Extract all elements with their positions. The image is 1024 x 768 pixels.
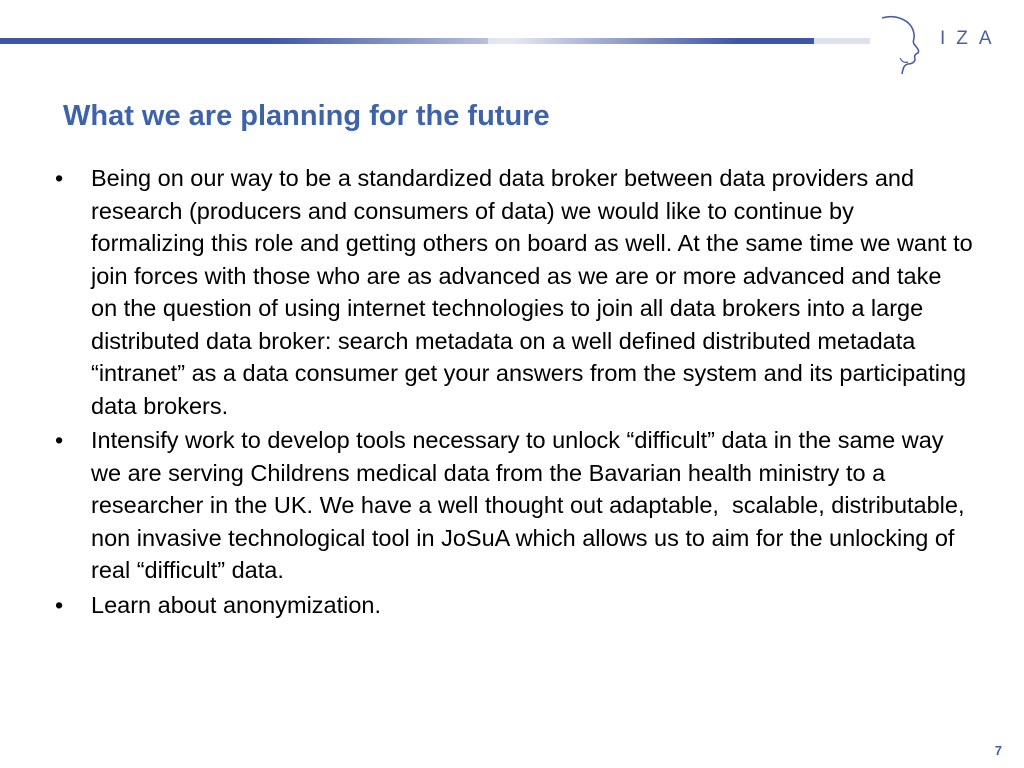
- page-number: 7: [994, 743, 1002, 758]
- bullet-item: [53, 589, 973, 622]
- head-profile-icon: [872, 14, 922, 76]
- header-band-graphic: [0, 38, 870, 44]
- bullet-item: [53, 162, 980, 422]
- header-band: [0, 38, 870, 44]
- bullet-text: Intensify work to develop tools necessary to unlock “difficult” data in the same way we are serving Childrens medical data from the Bavarian health ministry to a researcher in the UK. We have a well thought out adaptable, scalable, distributable, non invasive technological tool in JoSuA which allows us to aim for the unlocking of real “difficult” data.: [91, 427, 972, 583]
- iza-logo: [868, 14, 1018, 76]
- slide-title: What we are planning for the future: [63, 100, 550, 132]
- bullet-item: [53, 424, 973, 587]
- bullet-marker: •: [55, 591, 64, 618]
- bullet-text: Being on our way to be a standardized data broker between data providers and research (producers and consumers of data) we would like to continue by formalizing this role and getting others on board as well. At the same time we want to join forces with those who are as advanced as we are or more advanced and take on the question of using internet technologies to join all data brokers into a large distributed data broker: search metadata on a well defined distributed metadata “intranet” as a data consumer get your answers from the system and its participating data brokers.: [91, 165, 980, 419]
- bullet-marker: •: [55, 427, 64, 453]
- logo-wordmark: IZA: [940, 28, 1003, 49]
- bullet-marker: •: [55, 165, 64, 191]
- bullet-list: [53, 162, 980, 623]
- bullet-text: Learn about anonymization.: [91, 591, 382, 618]
